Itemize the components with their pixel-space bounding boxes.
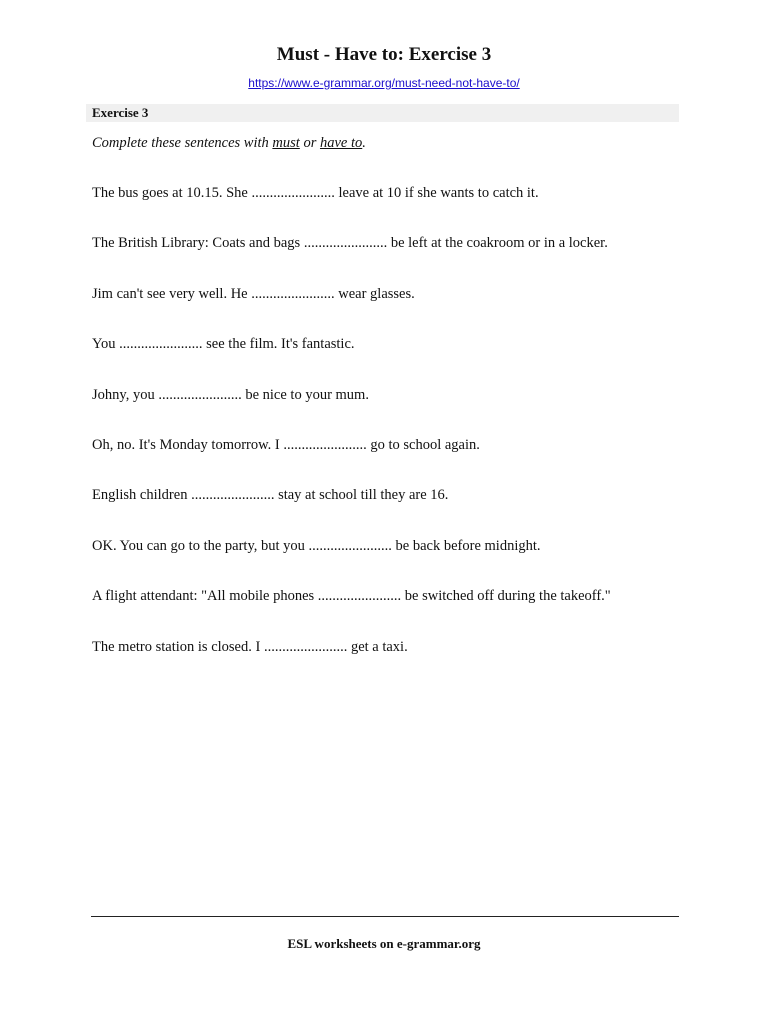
exercise-sentence: The British Library: Coats and bags ....................... be left at the coakroom or in a locker. [92, 235, 608, 252]
exercise-heading-bar [86, 104, 679, 122]
instruction-prefix: Complete these sentences with [92, 135, 273, 151]
exercise-heading: Exercise 3 [92, 105, 149, 120]
exercise-instruction [92, 133, 366, 153]
footer-text: ESL worksheets on e-grammar.org [287, 936, 481, 951]
source-link-container [0, 75, 768, 91]
exercise-sentence: OK. You can go to the party, but you ....................... be back before midnight. [92, 537, 541, 554]
instruction-suffix: . [362, 135, 366, 151]
footer-divider [91, 916, 679, 917]
exercise-sentence: You ....................... see the film. It's fantastic. [92, 336, 355, 353]
instruction-joiner: or [299, 135, 320, 151]
exercise-sentence: Oh, no. It's Monday tomorrow. I ....................... go to school again. [92, 436, 480, 453]
exercise-sentence: Jim can't see very well. He ....................... wear glasses. [92, 285, 415, 302]
exercise-sentence: Johny, you ....................... be nice to your mum. [92, 386, 369, 403]
exercise-sentence: A flight attendant: "All mobile phones ....................... be switched off during the takeoff." [92, 588, 611, 605]
source-link[interactable]: https://www.e-grammar.org/must-need-not-have-to/ [248, 76, 520, 90]
instruction-option-have-to: have to [319, 135, 363, 151]
sentence-list [92, 183, 682, 687]
exercise-sentence: English children ....................... stay at school till they are 16. [92, 487, 449, 504]
exercise-sentence: The metro station is closed. I ....................... get a taxi. [92, 638, 408, 655]
exercise-sentence: The bus goes at 10.15. She ....................... leave at 10 if she wants to catch it. [92, 185, 539, 201]
page-title: Must - Have to: Exercise 3 [276, 44, 492, 65]
instruction-option-must: must [272, 135, 300, 151]
